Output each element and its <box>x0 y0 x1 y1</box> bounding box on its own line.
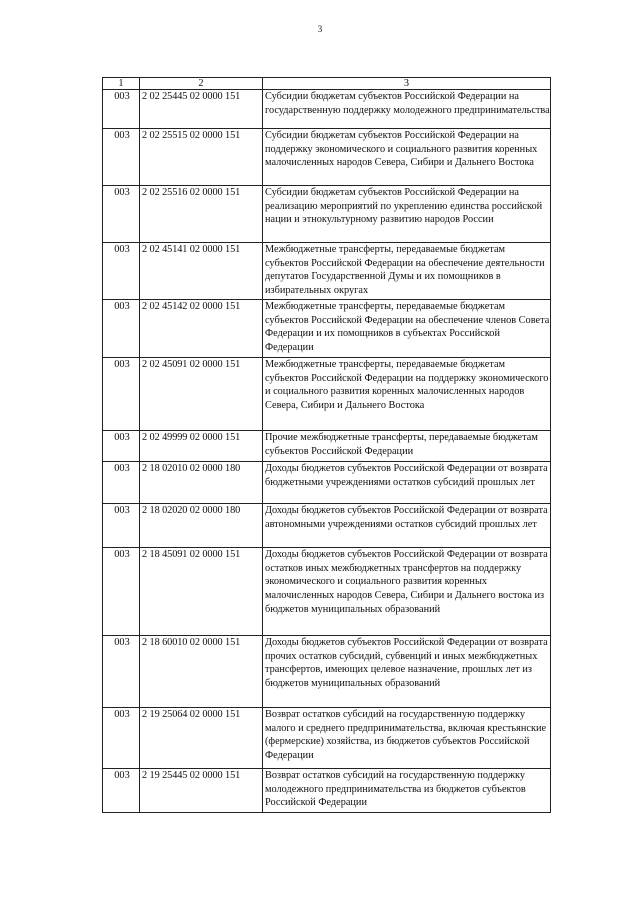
budget-code-cell: 2 02 49999 02 0000 151 <box>140 431 263 462</box>
table-row <box>103 300 551 358</box>
income-name-cell: Доходы бюджетов субъектов Российской Федерации от возврата автономными учреждениями остатков субсидий прошлых лет <box>263 504 551 548</box>
column-header-1: 1 <box>103 78 140 90</box>
income-name-cell: Возврат остатков субсидий на государственную поддержку молодежного предпринимательства из бюджетов субъектов Российской Федерации <box>263 769 551 813</box>
budget-code-cell: 2 02 25445 02 0000 151 <box>140 90 263 129</box>
table-row <box>103 708 551 769</box>
table-header-row <box>103 78 551 90</box>
income-name-cell: Межбюджетные трансферты, передаваемые бюджетам субъектов Российской Федерации на обеспечение членов Совета Федерации и их помощников в субъектах Российской Федерации <box>263 300 551 358</box>
table-row <box>103 90 551 129</box>
table-row <box>103 243 551 300</box>
table-row <box>103 358 551 431</box>
column-header-2: 2 <box>140 78 263 90</box>
page-number: 3 <box>317 24 323 34</box>
admin-code-cell: 003 <box>103 300 140 358</box>
budget-code-cell: 2 18 02020 02 0000 180 <box>140 504 263 548</box>
table-row <box>103 769 551 813</box>
budget-code-cell: 2 19 25445 02 0000 151 <box>140 769 263 813</box>
income-name-cell: Доходы бюджетов субъектов Российской Федерации от возврата прочих остатков субсидий, субвенций и иных межбюджетных трансфертов, имеющих целевое назначение, прошлых лет из бюджетов муниципальных образований <box>263 636 551 708</box>
budget-code-cell: 2 02 45142 02 0000 151 <box>140 300 263 358</box>
budget-code-cell: 2 02 25515 02 0000 151 <box>140 129 263 186</box>
admin-code-cell: 003 <box>103 548 140 636</box>
table-row <box>103 548 551 636</box>
table-row <box>103 186 551 243</box>
income-name-cell: Межбюджетные трансферты, передаваемые бюджетам субъектов Российской Федерации на обеспечение деятельности депутатов Государственной Думы и их помощников в избирательных округах <box>263 243 551 300</box>
budget-code-cell: 2 02 45091 02 0000 151 <box>140 358 263 431</box>
budget-code-cell: 2 02 45141 02 0000 151 <box>140 243 263 300</box>
table-row <box>103 636 551 708</box>
budget-code-cell: 2 18 02010 02 0000 180 <box>140 462 263 504</box>
budget-codes-table <box>102 77 551 813</box>
admin-code-cell: 003 <box>103 243 140 300</box>
table-row <box>103 129 551 186</box>
income-name-cell: Возврат остатков субсидий на государственную поддержку малого и среднего предпринимательства, включая крестьянские (фермерские) хозяйства, из бюджетов субъектов Российской Федерации <box>263 708 551 769</box>
income-name-cell: Доходы бюджетов субъектов Российской Федерации от возврата бюджетными учреждениями остатков субсидий прошлых лет <box>263 462 551 504</box>
income-name-cell: Субсидии бюджетам субъектов Российской Федерации на реализацию мероприятий по укреплению единства российской нации и этнокультурному развитию народов России <box>263 186 551 243</box>
admin-code-cell: 003 <box>103 462 140 504</box>
column-header-3: 3 <box>263 78 551 90</box>
admin-code-cell: 003 <box>103 636 140 708</box>
budget-code-cell: 2 18 45091 02 0000 151 <box>140 548 263 636</box>
income-name-cell: Прочие межбюджетные трансферты, передаваемые бюджетам субъектов Российской Федерации <box>263 431 551 462</box>
income-name-cell: Доходы бюджетов субъектов Российской Федерации от возврата остатков иных межбюджетных трансфертов на поддержку экономического и социального развития коренных малочисленных народов Севера, Сибири и Дальнего востока из бюджетов муниципальных образований <box>263 548 551 636</box>
budget-code-cell: 2 18 60010 02 0000 151 <box>140 636 263 708</box>
budget-code-cell: 2 02 25516 02 0000 151 <box>140 186 263 243</box>
admin-code-cell: 003 <box>103 90 140 129</box>
table-row <box>103 462 551 504</box>
admin-code-cell: 003 <box>103 708 140 769</box>
admin-code-cell: 003 <box>103 504 140 548</box>
income-name-cell: Субсидии бюджетам субъектов Российской Федерации на поддержку экономического и социального развития коренных малочисленных народов Севера, Сибири и Дальнего Востока <box>263 129 551 186</box>
admin-code-cell: 003 <box>103 129 140 186</box>
admin-code-cell: 003 <box>103 186 140 243</box>
admin-code-cell: 003 <box>103 769 140 813</box>
admin-code-cell: 003 <box>103 431 140 462</box>
income-name-cell: Межбюджетные трансферты, передаваемые бюджетам субъектов Российской Федерации на поддержку экономического и социального развития коренных малочисленных народов Севера, Сибири и Дальнего Востока <box>263 358 551 431</box>
income-name-cell: Субсидии бюджетам субъектов Российской Федерации на государственную поддержку молодежного предпринимательства <box>263 90 551 129</box>
admin-code-cell: 003 <box>103 358 140 431</box>
budget-code-cell: 2 19 25064 02 0000 151 <box>140 708 263 769</box>
table-row <box>103 504 551 548</box>
table-row <box>103 431 551 462</box>
